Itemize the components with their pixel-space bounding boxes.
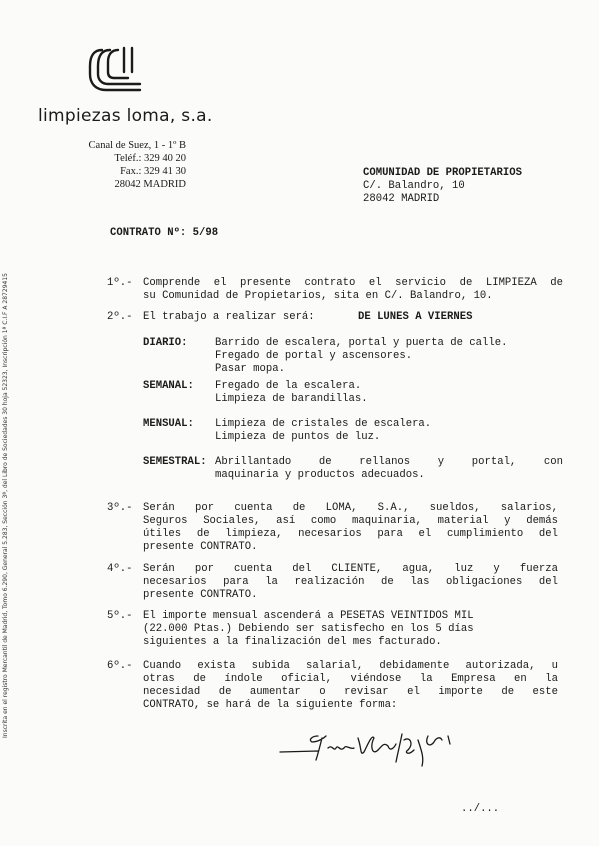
clause-2-intro: El trabajo a realizar será:	[143, 311, 315, 323]
clause-line: Serán por cuenta de LOMA, S.A., sueldos, salarios,	[143, 502, 558, 514]
clause-line: necesarios para la realización de las obligaciones del	[143, 576, 558, 588]
task-line: Limpieza de cristales de escalera.	[215, 418, 432, 430]
clause-line: útiles de limpieza, necesarios para el cumplimiento del	[143, 528, 558, 540]
schedule-tasks-monthly	[215, 418, 431, 444]
task-line: Fregado de portal y ascensores.	[215, 350, 413, 362]
task-line: Limpieza de barandillas.	[215, 393, 368, 405]
recipient-street: C/. Balandro, 10	[363, 180, 465, 192]
task-line: Abrillantado de rellanos y portal, con	[215, 456, 563, 468]
clause-line: Comprende el presente contrato el servicio de LIMPIEZA de	[143, 277, 563, 289]
clause-6-text	[143, 660, 558, 712]
company-address	[66, 139, 186, 191]
clause-line: Serán por cuenta del CLIENTE, agua, luz y fuerza	[143, 563, 558, 575]
clause-4-number: 4º.-	[107, 563, 133, 575]
schedule-tasks-weekly	[215, 380, 368, 406]
clause-1-text	[143, 277, 563, 303]
contract-number: CONTRATO Nº: 5/98	[110, 227, 219, 239]
clause-line: presente CONTRATO.	[143, 589, 258, 601]
clause-line: (22.000 Ptas.) Debiendo ser satisfecho en los 5 días	[143, 623, 474, 635]
clause-5-text	[143, 610, 474, 649]
fax: Fax.: 329 41 30	[120, 166, 186, 177]
schedule-label-weekly: SEMANAL:	[143, 380, 194, 392]
clause-line: El importe mensual ascenderá a PESETAS VEINTIDOS MIL	[143, 610, 474, 622]
clause-line: otras de índole oficial, viéndose la Empresa en la	[143, 673, 558, 685]
task-line: Fregado de la escalera.	[215, 380, 362, 392]
task-line: Limpieza de puntos de luz.	[215, 431, 381, 443]
schedule-label-daily: DIARIO:	[143, 337, 188, 349]
clause-line: siguientes a la finalización del mes facturado.	[143, 636, 442, 648]
task-line: Pasar mopa.	[215, 363, 285, 375]
clause-line: su Comunidad de Propietarios, sita en C/. Balandro, 10.	[143, 290, 493, 302]
clause-3-text	[143, 502, 558, 554]
clause-3-number: 3º.-	[107, 502, 133, 514]
schedule-label-semiannual: SEMESTRAL:	[143, 456, 207, 468]
schedule-tasks-semiannual	[215, 456, 563, 482]
recipient-city: 28042 MADRID	[363, 193, 440, 205]
task-line: Barrido de escalera, portal y puerta de calle.	[215, 337, 508, 349]
clause-line: presente CONTRATO.	[143, 541, 258, 553]
recipient-name: COMUNIDAD DE PROPIETARIOS	[363, 167, 522, 179]
clause-line: CONTRATO, se hará de la siguiente forma:	[143, 699, 398, 711]
clause-line: necesidad de aumentar o revisar el importe de este	[143, 686, 558, 698]
clause-line: Cuando exista subida salarial, debidamente autorizada, u	[143, 660, 558, 672]
company-name: limpiezas loma, s.a.	[38, 106, 213, 126]
registry-note: Inscrita en el registro Mercantil de Madrid, Tomo 6.290, General 5.283, Sección 3ª, del Libro de Sociedades 30 hoja 52323, Inscripción 1ª C.I.F A 28729415	[2, 273, 9, 738]
recipient-block	[363, 167, 522, 206]
continuation-mark: ../...	[461, 803, 500, 815]
schedule-tasks-daily	[215, 337, 507, 376]
clause-4-text	[143, 563, 558, 602]
address-line: Canal de Suez, 1 - 1º B	[88, 140, 186, 151]
clause-1-number: 1º.-	[107, 277, 133, 289]
task-line: maquinaria y productos adecuados.	[215, 469, 425, 481]
clause-2-number: 2º.-	[107, 311, 133, 323]
clause-6-number: 6º.-	[107, 660, 133, 672]
phone: Teléf.: 329 40 20	[114, 153, 186, 164]
schedule-label-monthly: MENSUAL:	[143, 418, 194, 430]
clause-5-number: 5º.-	[107, 610, 133, 622]
postal-city: 28042 MADRID	[114, 179, 186, 190]
clause-line: Seguros Sociales, así como maquinaria, material y demás	[143, 515, 558, 527]
handwritten-signature	[278, 722, 478, 772]
clause-2-schedule-days: DE LUNES A VIERNES	[358, 311, 473, 323]
company-logo	[84, 44, 146, 94]
